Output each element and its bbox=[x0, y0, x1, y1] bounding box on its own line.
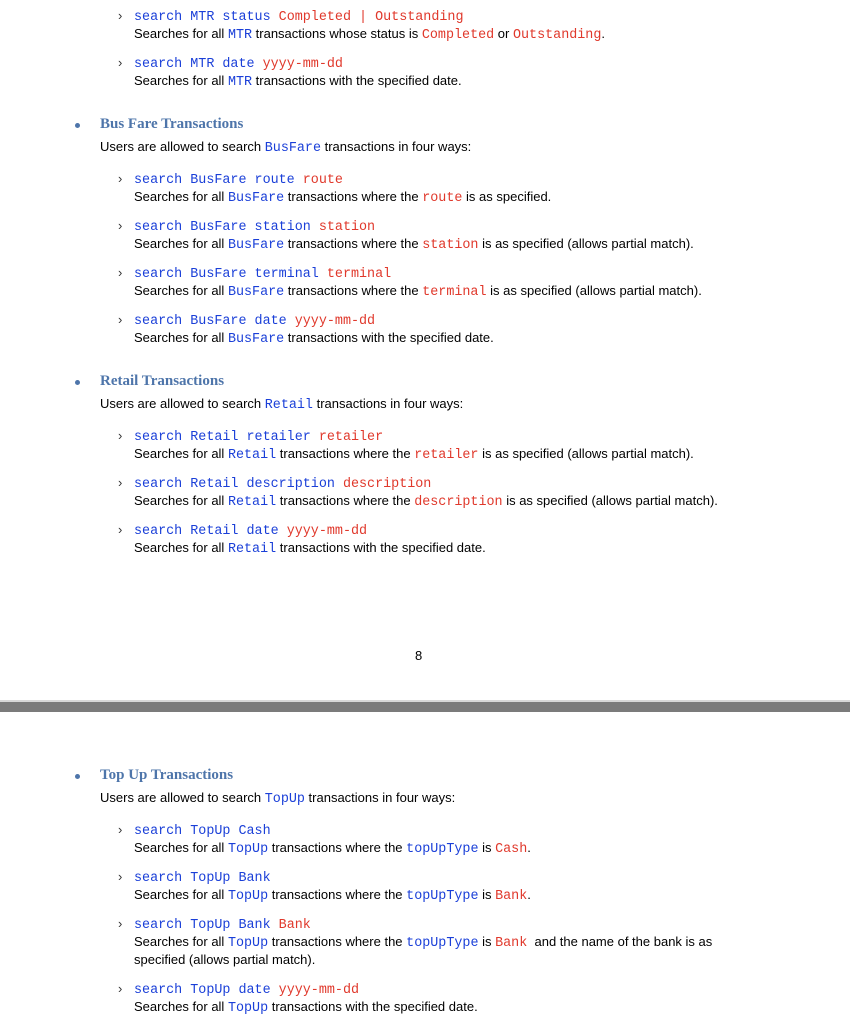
topup-bankname-command: › search TopUp Bank Bank bbox=[118, 916, 311, 933]
bullet-topup bbox=[75, 774, 80, 779]
bus-station-description: Searches for all BusFare transactions where the station is as specified (allows partial match). bbox=[134, 236, 694, 253]
bus-terminal-command: › search BusFare terminal terminal bbox=[118, 265, 392, 282]
chevron-right-icon: › bbox=[118, 869, 123, 884]
retail-intro: Users are allowed to search Retail transactions in four ways: bbox=[100, 396, 464, 413]
chevron-right-icon: › bbox=[118, 55, 123, 70]
chevron-right-icon: › bbox=[118, 171, 123, 186]
section-title-topup: Top Up Transactions bbox=[100, 767, 234, 783]
topup-bankname-description: Searches for all TopUp transactions where the topUpType is Bank and the name of the bank is as bbox=[134, 934, 713, 951]
topup-date-description: Searches for all TopUp transactions with the specified date. bbox=[134, 999, 478, 1016]
section-title-retail: Retail Transactions bbox=[100, 373, 225, 389]
mtr-status-description: Searches for all MTR transactions whose status is Completed or Outstanding. bbox=[134, 26, 606, 43]
topup-intro: Users are allowed to search TopUp transactions in four ways: bbox=[100, 790, 456, 807]
mtr-date-description: Searches for all MTR transactions with the specified date. bbox=[134, 73, 462, 90]
section-title-bus: Bus Fare Transactions bbox=[100, 116, 244, 132]
topup-bank-command: › search TopUp Bank bbox=[118, 869, 271, 886]
retail-description-command: › search Retail description description bbox=[118, 475, 432, 492]
retail-description-description: Searches for all Retail transactions where the description is as specified (allows partial match). bbox=[134, 493, 718, 510]
bus-route-command: › search BusFare route route bbox=[118, 171, 343, 188]
bullet-retail bbox=[75, 380, 80, 385]
bullet-bus bbox=[75, 123, 80, 128]
chevron-right-icon: › bbox=[118, 312, 123, 327]
topup-bankname-description-line2: specified (allows partial match). bbox=[134, 952, 316, 967]
chevron-right-icon: › bbox=[118, 522, 123, 537]
bus-date-description: Searches for all BusFare transactions with the specified date. bbox=[134, 330, 494, 347]
topup-cash-command: › search TopUp Cash bbox=[118, 822, 271, 839]
chevron-right-icon: › bbox=[118, 916, 123, 931]
topup-bank-description: Searches for all TopUp transactions where the topUpType is Bank. bbox=[134, 887, 531, 904]
retail-retailer-command: › search Retail retailer retailer bbox=[118, 428, 384, 445]
page-number: 8 bbox=[415, 648, 423, 663]
bus-intro: Users are allowed to search BusFare transactions in four ways: bbox=[100, 139, 472, 156]
retail-retailer-description: Searches for all Retail transactions where the retailer is as specified (allows partial match). bbox=[134, 446, 694, 463]
mtr-date-command: › search MTR date yyyy-mm-dd bbox=[118, 55, 343, 72]
chevron-right-icon: › bbox=[118, 428, 123, 443]
bus-date-command: › search BusFare date yyyy-mm-dd bbox=[118, 312, 376, 329]
chevron-right-icon: › bbox=[118, 8, 123, 23]
bus-station-command: › search BusFare station station bbox=[118, 218, 376, 235]
chevron-right-icon: › bbox=[118, 475, 123, 490]
bus-route-description: Searches for all BusFare transactions where the route is as specified. bbox=[134, 189, 552, 206]
chevron-right-icon: › bbox=[118, 218, 123, 233]
topup-cash-description: Searches for all TopUp transactions where the topUpType is Cash. bbox=[134, 840, 531, 857]
bus-terminal-description: Searches for all BusFare transactions where the terminal is as specified (allows partial match). bbox=[134, 283, 702, 300]
page-break bbox=[0, 702, 850, 712]
chevron-right-icon: › bbox=[118, 822, 123, 837]
chevron-right-icon: › bbox=[118, 265, 123, 280]
retail-date-command: › search Retail date yyyy-mm-dd bbox=[118, 522, 368, 539]
retail-date-description: Searches for all Retail transactions with the specified date. bbox=[134, 540, 486, 557]
topup-date-command: › search TopUp date yyyy-mm-dd bbox=[118, 981, 360, 998]
chevron-right-icon: › bbox=[118, 981, 123, 996]
mtr-status-command: › search MTR status Completed | Outstanding bbox=[118, 8, 464, 25]
